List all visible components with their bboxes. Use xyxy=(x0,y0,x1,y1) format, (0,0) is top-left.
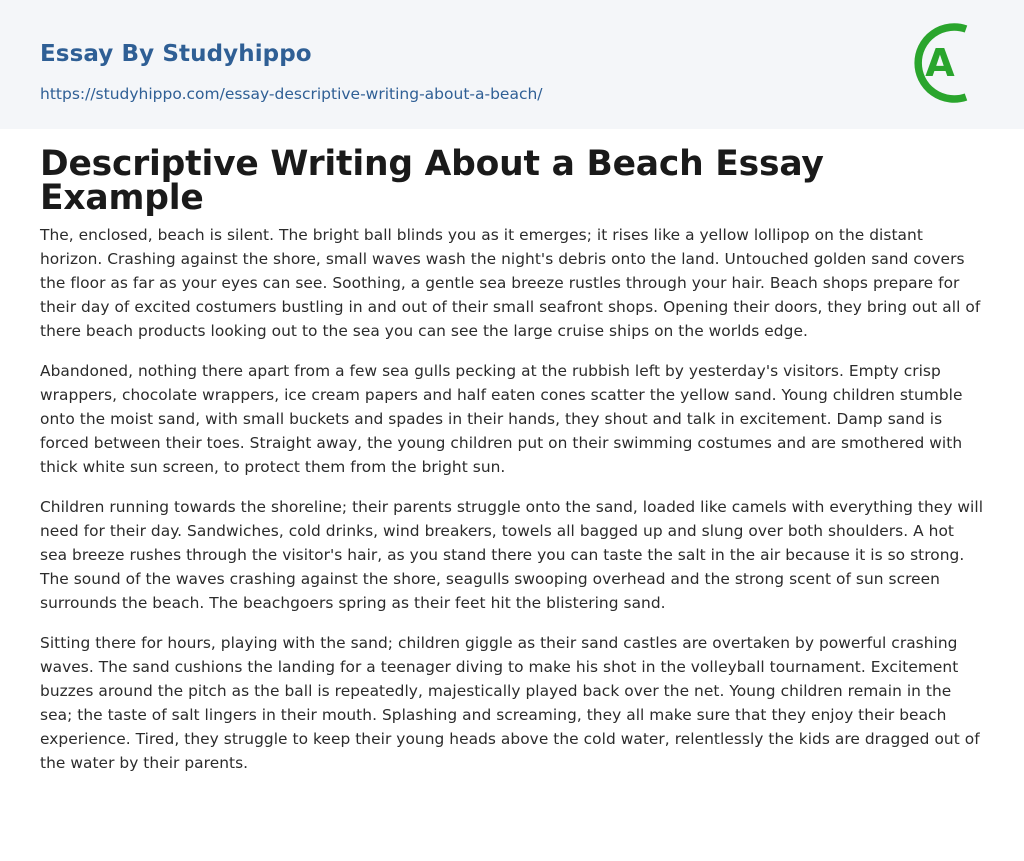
essay-url-link[interactable]: https://studyhippo.com/essay-descriptive-writing-about-a-beach/ xyxy=(40,85,543,103)
article-paragraph: Children running towards the shoreline; their parents struggle onto the sand, loaded like camels with everything they will need for their day. Sandwiches, cold drinks, wind breakers, towels all bagged up and slung over both shoulders. A hot sea breeze rushes through the visitor's hair, as you stand there you can taste the salt in the air because it is so strong. The sound of the waves crashing against the shore, seagulls swooping overhead and the strong scent of sun screen surrounds the beach. The beachgoers spring as their feet hit the blistering sand. xyxy=(40,498,984,612)
article xyxy=(0,129,1024,775)
site-header xyxy=(0,0,1024,129)
article-paragraph: The, enclosed, beach is silent. The bright ball blinds you as it emerges; it rises like a yellow lollipop on the distant horizon. Crashing against the shore, small waves wash the night's debris onto the land. Untouched golden sand covers the floor as far as your eyes can see. Soothing, a gentle sea breeze rustles through your hair. Beach shops prepare for their day of excited costumers bustling in and out of their small seafront shops. Opening their doors, they bring out all of there beach products looking out to the sea you can see the large cruise ships on the worlds edge. xyxy=(40,226,981,340)
article-paragraph: Sitting there for hours, playing with the sand; children giggle as their sand castles are overtaken by powerful crashing waves. The sand cushions the landing for a teenager diving to make his shot in the volleyball tournament. Excitement buzzes around the pitch as the ball is repeatedly, majestically played back over the net. Young children remain in the sea; the taste of salt lingers in their mouth. Splashing and screaming, they all make sure that they enjoy their beach experience. Tired, they struggle to keep their young heads above the cold water, relentlessly the kids are dragged out of the water by their parents. xyxy=(40,634,980,772)
article-title: Descriptive Writing About a Beach Essay Example xyxy=(40,144,824,218)
studyhippo-logo-icon[interactable] xyxy=(906,18,990,108)
logo-letter: A xyxy=(925,41,955,85)
site-brand[interactable]: Essay By Studyhippo xyxy=(40,41,312,67)
article-paragraph: Abandoned, nothing there apart from a few sea gulls pecking at the rubbish left by yesterday's visitors. Empty crisp wrappers, chocolate wrappers, ice cream papers and half eaten cones scatter the yellow sand. Young children stumble onto the moist sand, with small buckets and spades in their hands, they shout and talk in excitement. Damp sand is forced between their toes. Straight away, the young children put on their swimming costumes and are smothered with thick white sun screen, to protect them from the bright sun. xyxy=(40,362,963,476)
